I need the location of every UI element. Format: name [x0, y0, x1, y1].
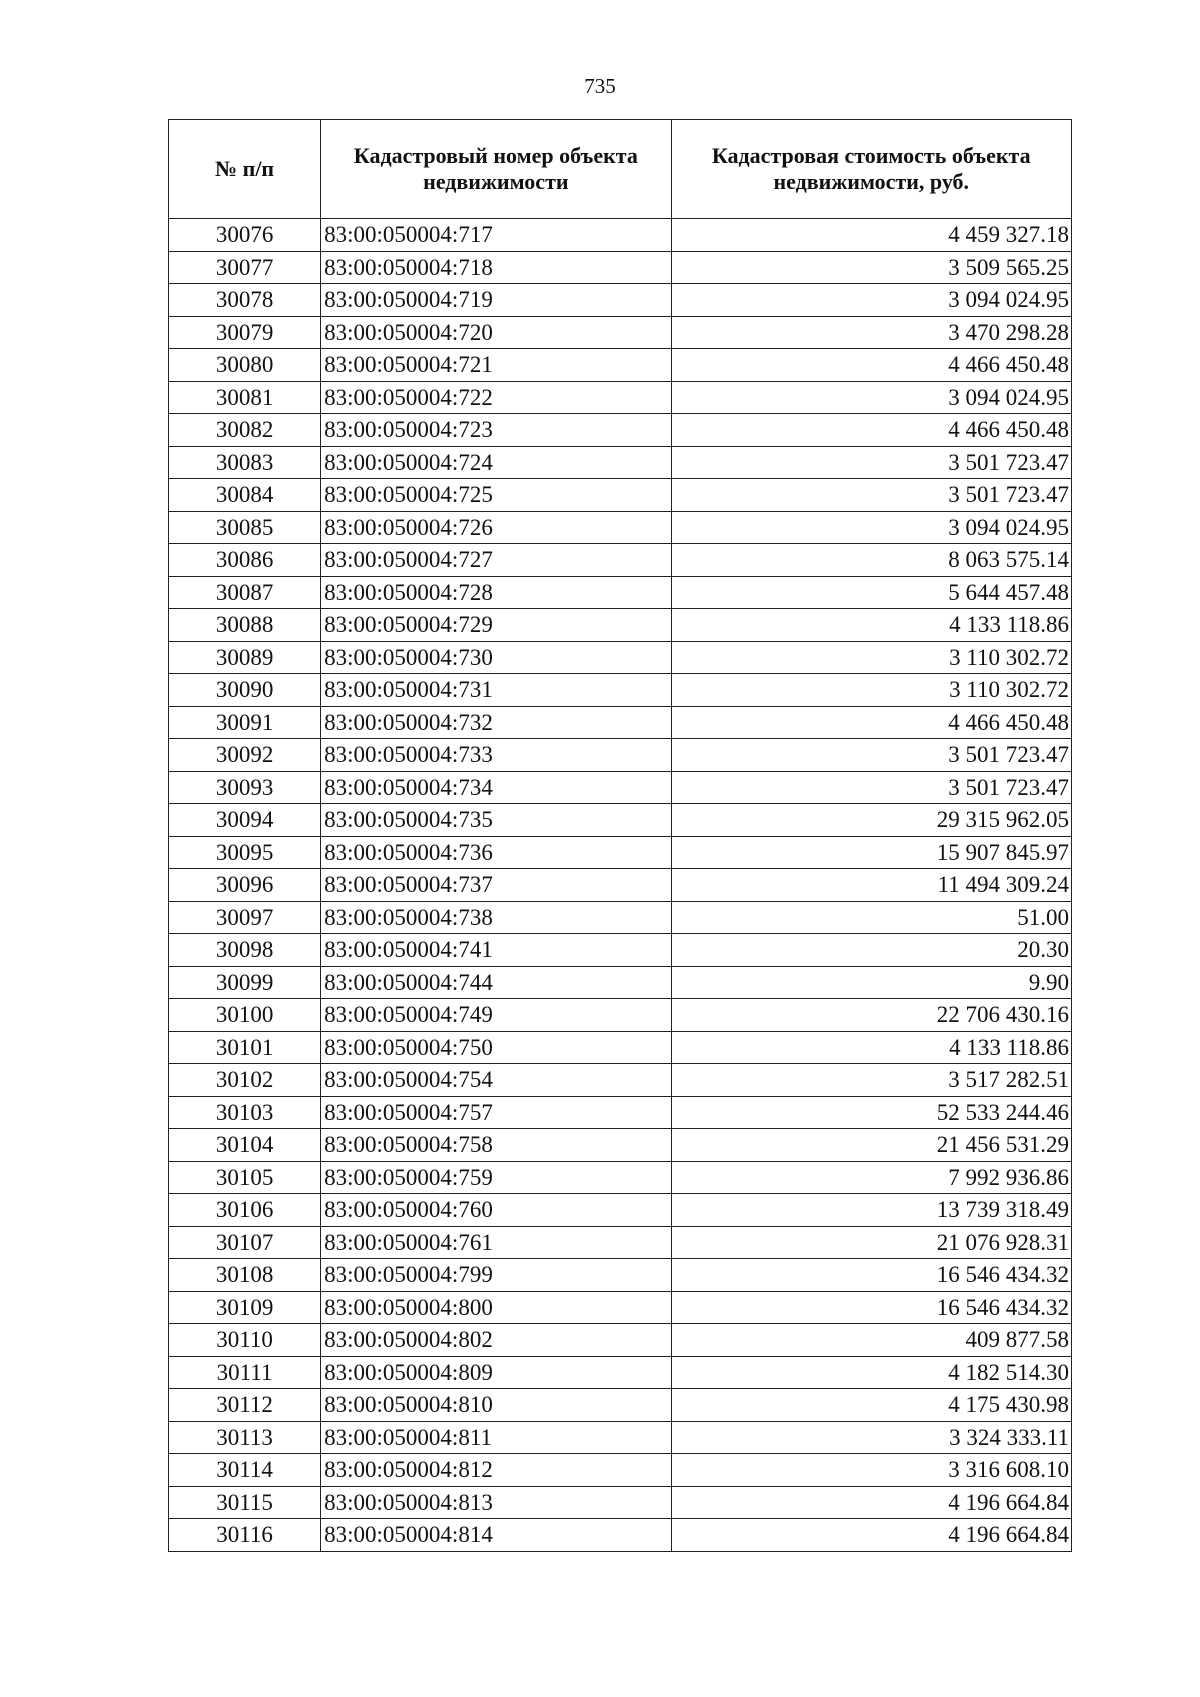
table-row: [169, 1421, 1072, 1454]
row-number-cell: 30110: [169, 1324, 321, 1357]
cadastral-number-cell: 83:00:050004:732: [321, 706, 671, 739]
table-row: [169, 479, 1072, 512]
cadastral-number-cell: 83:00:050004:737: [321, 869, 671, 902]
row-number-cell: 30089: [169, 641, 321, 674]
cadastral-value-cell: 21 456 531.29: [671, 1129, 1071, 1162]
table-row: [169, 609, 1072, 642]
row-number-cell: 30087: [169, 576, 321, 609]
cadastral-value-cell: 22 706 430.16: [671, 999, 1071, 1032]
cadastral-value-cell: 11 494 309.24: [671, 869, 1071, 902]
cadastral-number-cell: 83:00:050004:723: [321, 414, 671, 447]
row-number-cell: 30092: [169, 739, 321, 772]
table-row: [169, 1519, 1072, 1552]
cadastral-number-cell: 83:00:050004:719: [321, 284, 671, 317]
table-row: [169, 999, 1072, 1032]
table-row: [169, 804, 1072, 837]
row-number-cell: 30091: [169, 706, 321, 739]
table-row: [169, 414, 1072, 447]
cadastral-number-cell: 83:00:050004:736: [321, 836, 671, 869]
table-row: [169, 1324, 1072, 1357]
table-row: [169, 219, 1072, 252]
cadastral-value-cell: 7 992 936.86: [671, 1161, 1071, 1194]
row-number-cell: 30097: [169, 901, 321, 934]
cadastral-number-cell: 83:00:050004:800: [321, 1291, 671, 1324]
cadastral-value-cell: 8 063 575.14: [671, 544, 1071, 577]
cadastral-value-cell: 3 094 024.95: [671, 284, 1071, 317]
cadastral-number-cell: 83:00:050004:733: [321, 739, 671, 772]
cadastral-value-cell: 4 133 118.86: [671, 1031, 1071, 1064]
table-row: [169, 1031, 1072, 1064]
table-row: [169, 1129, 1072, 1162]
table-row: [169, 284, 1072, 317]
table-row: [169, 1096, 1072, 1129]
cadastral-value-cell: 29 315 962.05: [671, 804, 1071, 837]
cadastral-value-cell: 3 094 024.95: [671, 381, 1071, 414]
cadastral-number-cell: 83:00:050004:757: [321, 1096, 671, 1129]
cadastral-value-cell: 3 501 723.47: [671, 479, 1071, 512]
table-row: [169, 771, 1072, 804]
row-number-cell: 30116: [169, 1519, 321, 1552]
cadastral-value-cell: 3 094 024.95: [671, 511, 1071, 544]
row-number-cell: 30103: [169, 1096, 321, 1129]
table-row: [169, 511, 1072, 544]
cadastral-number-cell: 83:00:050004:726: [321, 511, 671, 544]
cadastral-number-cell: 83:00:050004:750: [321, 1031, 671, 1064]
cadastral-number-cell: 83:00:050004:724: [321, 446, 671, 479]
row-number-cell: 30078: [169, 284, 321, 317]
cadastral-value-cell: 3 324 333.11: [671, 1421, 1071, 1454]
row-number-cell: 30076: [169, 219, 321, 252]
cadastral-number-cell: 83:00:050004:812: [321, 1454, 671, 1487]
cadastral-value-cell: 15 907 845.97: [671, 836, 1071, 869]
row-number-cell: 30088: [169, 609, 321, 642]
table-row: [169, 869, 1072, 902]
row-number-cell: 30095: [169, 836, 321, 869]
cadastral-number-cell: 83:00:050004:758: [321, 1129, 671, 1162]
cadastral-value-cell: 409 877.58: [671, 1324, 1071, 1357]
table-row: [169, 1194, 1072, 1227]
cadastral-value-cell: 3 517 282.51: [671, 1064, 1071, 1097]
cadastral-value-cell: 4 466 450.48: [671, 349, 1071, 382]
row-number-cell: 30083: [169, 446, 321, 479]
cadastral-value-cell: 21 076 928.31: [671, 1226, 1071, 1259]
table-row: [169, 966, 1072, 999]
table-row: [169, 1259, 1072, 1292]
cadastral-value-cell: 4 175 430.98: [671, 1389, 1071, 1422]
table-row: [169, 576, 1072, 609]
row-number-cell: 30090: [169, 674, 321, 707]
row-number-cell: 30086: [169, 544, 321, 577]
cadastral-number-cell: 83:00:050004:727: [321, 544, 671, 577]
row-number-cell: 30084: [169, 479, 321, 512]
cadastral-number-cell: 83:00:050004:760: [321, 1194, 671, 1227]
cadastral-number-cell: 83:00:050004:799: [321, 1259, 671, 1292]
cadastral-number-cell: 83:00:050004:735: [321, 804, 671, 837]
table-row: [169, 739, 1072, 772]
cadastral-value-cell: 4 182 514.30: [671, 1356, 1071, 1389]
cadastral-number-cell: 83:00:050004:811: [321, 1421, 671, 1454]
cadastral-value-cell: 20.30: [671, 934, 1071, 967]
cadastral-number-cell: 83:00:050004:744: [321, 966, 671, 999]
table-row: [169, 1454, 1072, 1487]
cadastral-number-cell: 83:00:050004:813: [321, 1486, 671, 1519]
table-row: [169, 934, 1072, 967]
cadastral-value-cell: 9.90: [671, 966, 1071, 999]
row-number-cell: 30104: [169, 1129, 321, 1162]
row-number-cell: 30100: [169, 999, 321, 1032]
cadastral-number-cell: 83:00:050004:749: [321, 999, 671, 1032]
page-number: 735: [584, 74, 616, 98]
cadastral-value-cell: 3 509 565.25: [671, 251, 1071, 284]
cadastral-number-cell: 83:00:050004:741: [321, 934, 671, 967]
row-number-cell: 30101: [169, 1031, 321, 1064]
cadastral-number-cell: 83:00:050004:728: [321, 576, 671, 609]
table-header: [169, 120, 1072, 219]
cadastral-value-cell: 3 110 302.72: [671, 641, 1071, 674]
table-row: [169, 706, 1072, 739]
cadastral-number-cell: 83:00:050004:721: [321, 349, 671, 382]
row-number-cell: 30077: [169, 251, 321, 284]
table-row: [169, 1389, 1072, 1422]
cadastral-number-cell: 83:00:050004:754: [321, 1064, 671, 1097]
table-row: [169, 1356, 1072, 1389]
table-row: [169, 446, 1072, 479]
table-row: [169, 1161, 1072, 1194]
cadastral-number-cell: 83:00:050004:729: [321, 609, 671, 642]
row-number-cell: 30111: [169, 1356, 321, 1389]
row-number-cell: 30113: [169, 1421, 321, 1454]
cadastral-number-cell: 83:00:050004:718: [321, 251, 671, 284]
header-row: [169, 120, 1072, 219]
table-row: [169, 381, 1072, 414]
row-number-cell: 30081: [169, 381, 321, 414]
table-row: [169, 836, 1072, 869]
cadastral-value-cell: 13 739 318.49: [671, 1194, 1071, 1227]
cadastral-value-cell: 3 501 723.47: [671, 771, 1071, 804]
cadastral-number-cell: 83:00:050004:734: [321, 771, 671, 804]
cadastral-value-cell: 4 133 118.86: [671, 609, 1071, 642]
table-row: [169, 349, 1072, 382]
cadastral-number-cell: 83:00:050004:810: [321, 1389, 671, 1422]
row-number-cell: 30085: [169, 511, 321, 544]
cadastral-value-cell: 4 196 664.84: [671, 1486, 1071, 1519]
cadastral-number-cell: 83:00:050004:730: [321, 641, 671, 674]
row-number-cell: 30106: [169, 1194, 321, 1227]
row-number-cell: 30115: [169, 1486, 321, 1519]
cadastral-number-cell: 83:00:050004:814: [321, 1519, 671, 1552]
row-number-cell: 30098: [169, 934, 321, 967]
cadastral-value-cell: 5 644 457.48: [671, 576, 1071, 609]
table-row: [169, 1064, 1072, 1097]
cadastral-value-table: [168, 119, 1072, 1552]
cadastral-number-cell: 83:00:050004:725: [321, 479, 671, 512]
row-number-cell: 30099: [169, 966, 321, 999]
cadastral-value-cell: 3 501 723.47: [671, 446, 1071, 479]
table-row: [169, 641, 1072, 674]
header-cadastral-number: Кадастровый номер объекта недвижимости: [321, 120, 671, 219]
cadastral-value-cell: 3 316 608.10: [671, 1454, 1071, 1487]
cadastral-value-cell: 3 501 723.47: [671, 739, 1071, 772]
row-number-cell: 30094: [169, 804, 321, 837]
row-number-cell: 30105: [169, 1161, 321, 1194]
cadastral-number-cell: 83:00:050004:731: [321, 674, 671, 707]
header-row-number: № п/п: [169, 120, 321, 219]
row-number-cell: 30096: [169, 869, 321, 902]
header-cadastral-value: Кадастровая стоимость объекта недвижимости, руб.: [671, 120, 1071, 219]
cadastral-number-cell: 83:00:050004:722: [321, 381, 671, 414]
cadastral-value-cell: 52 533 244.46: [671, 1096, 1071, 1129]
cadastral-value-cell: 4 196 664.84: [671, 1519, 1071, 1552]
table-row: [169, 251, 1072, 284]
row-number-cell: 30080: [169, 349, 321, 382]
row-number-cell: 30102: [169, 1064, 321, 1097]
row-number-cell: 30114: [169, 1454, 321, 1487]
cadastral-value-cell: 51.00: [671, 901, 1071, 934]
cadastral-value-cell: 16 546 434.32: [671, 1291, 1071, 1324]
cadastral-number-cell: 83:00:050004:802: [321, 1324, 671, 1357]
cadastral-number-cell: 83:00:050004:738: [321, 901, 671, 934]
cadastral-value-cell: 3 110 302.72: [671, 674, 1071, 707]
table-body: [169, 219, 1072, 1552]
row-number-cell: 30079: [169, 316, 321, 349]
table-row: [169, 1486, 1072, 1519]
cadastral-value-cell: 4 466 450.48: [671, 414, 1071, 447]
table-row: [169, 674, 1072, 707]
table-row: [169, 316, 1072, 349]
table-row: [169, 1291, 1072, 1324]
cadastral-value-cell: 4 466 450.48: [671, 706, 1071, 739]
row-number-cell: 30108: [169, 1259, 321, 1292]
row-number-cell: 30109: [169, 1291, 321, 1324]
cadastral-value-cell: 3 470 298.28: [671, 316, 1071, 349]
cadastral-value-cell: 16 546 434.32: [671, 1259, 1071, 1292]
table-row: [169, 544, 1072, 577]
cadastral-number-cell: 83:00:050004:717: [321, 219, 671, 252]
row-number-cell: 30093: [169, 771, 321, 804]
table-row: [169, 1226, 1072, 1259]
cadastral-number-cell: 83:00:050004:759: [321, 1161, 671, 1194]
row-number-cell: 30107: [169, 1226, 321, 1259]
cadastral-number-cell: 83:00:050004:809: [321, 1356, 671, 1389]
cadastral-number-cell: 83:00:050004:720: [321, 316, 671, 349]
row-number-cell: 30112: [169, 1389, 321, 1422]
cadastral-value-cell: 4 459 327.18: [671, 219, 1071, 252]
cadastral-number-cell: 83:00:050004:761: [321, 1226, 671, 1259]
row-number-cell: 30082: [169, 414, 321, 447]
table-row: [169, 901, 1072, 934]
